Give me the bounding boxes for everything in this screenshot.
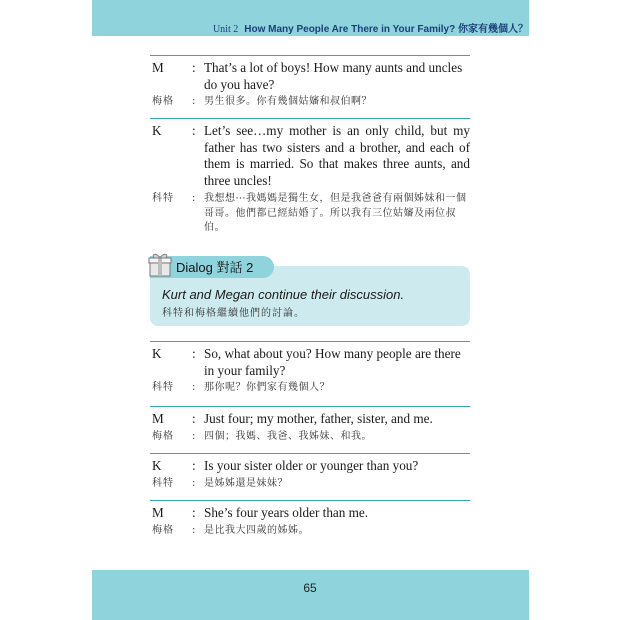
colon: :	[192, 525, 196, 536]
page-number: 65	[303, 581, 317, 595]
dialog-line-en: Let’s see…my mother is an only child, but my father has two sisters and a brother, and each of them is married. So that makes three aunts, and three uncles!	[204, 123, 470, 188]
speaker-label-zh: 梅格	[152, 96, 174, 107]
dialog-line-zh: 四個；我媽、我爸、我姊妹、和我。	[204, 431, 372, 442]
speaker-label: M	[152, 411, 164, 426]
colon: :	[192, 411, 196, 426]
dialog-title: Dialog 對話 2	[176, 260, 254, 275]
dialog-line-zh: 是姊姊還是妹妹？	[204, 478, 288, 489]
speaker-label-zh: 科特	[152, 478, 174, 489]
speaker-label: M	[152, 60, 164, 75]
dialog-intro-zh: 科特和梅格繼續他們的討論。	[162, 308, 305, 319]
page-header	[213, 20, 528, 35]
dialog-line-zh: 是比我大四歲的姊姊。	[204, 525, 309, 536]
colon: :	[192, 478, 196, 489]
colon: :	[192, 382, 196, 393]
divider-rule	[150, 118, 470, 119]
divider-rule	[150, 453, 470, 454]
divider-rule	[150, 341, 470, 342]
unit-title: How Many People Are There in Your Family?	[244, 24, 456, 35]
dialog-line-en: She’s four years older than me.	[204, 505, 369, 520]
unit-title-zh: 你家有幾個人？	[458, 24, 528, 35]
speaker-label-zh: 梅格	[152, 525, 174, 536]
dialog-line-en: Just four; my mother, father, sister, and me.	[204, 411, 433, 426]
speaker-label: K	[152, 123, 162, 138]
speaker-label-zh: 科特	[152, 193, 174, 204]
divider-rule	[150, 406, 470, 407]
divider-rule	[150, 55, 470, 56]
speaker-label-zh: 梅格	[152, 431, 174, 442]
colon: :	[192, 60, 196, 75]
colon: :	[192, 193, 196, 204]
speaker-label: M	[152, 505, 164, 520]
dialog-line-zh: 男生很多。你有幾個姑嬸和叔伯啊？	[204, 96, 372, 107]
speaker-label: K	[152, 346, 162, 361]
dialog-line-zh: 我想想⋯我媽媽是獨生女，但是我爸爸有兩個姊妹和一個哥哥。他們都已經結婚了。所以我有三位姑嬸及兩位叔伯。	[204, 193, 467, 233]
dialog-line-en: That’s a lot of boys! How many aunts and uncles do you have?	[204, 60, 463, 92]
colon: :	[192, 96, 196, 107]
colon: :	[192, 458, 196, 473]
colon: :	[192, 123, 196, 138]
speaker-label-zh: 科特	[152, 382, 174, 393]
dialog-line-zh: 那你呢？你們家有幾個人？	[204, 382, 330, 393]
footer-band	[92, 570, 529, 620]
dialog-line-en: Is your sister older or younger than you?	[204, 458, 419, 473]
dialog-intro-en: Kurt and Megan continue their discussion.	[162, 287, 405, 302]
colon: :	[192, 346, 196, 361]
gift-icon	[148, 252, 172, 278]
colon: :	[192, 431, 196, 442]
speaker-label: K	[152, 458, 162, 473]
dialog-line-en: So, what about you? How many people are there in your family?	[204, 346, 461, 378]
divider-rule	[150, 500, 470, 501]
colon: :	[192, 505, 196, 520]
unit-label: Unit 2	[212, 24, 239, 35]
